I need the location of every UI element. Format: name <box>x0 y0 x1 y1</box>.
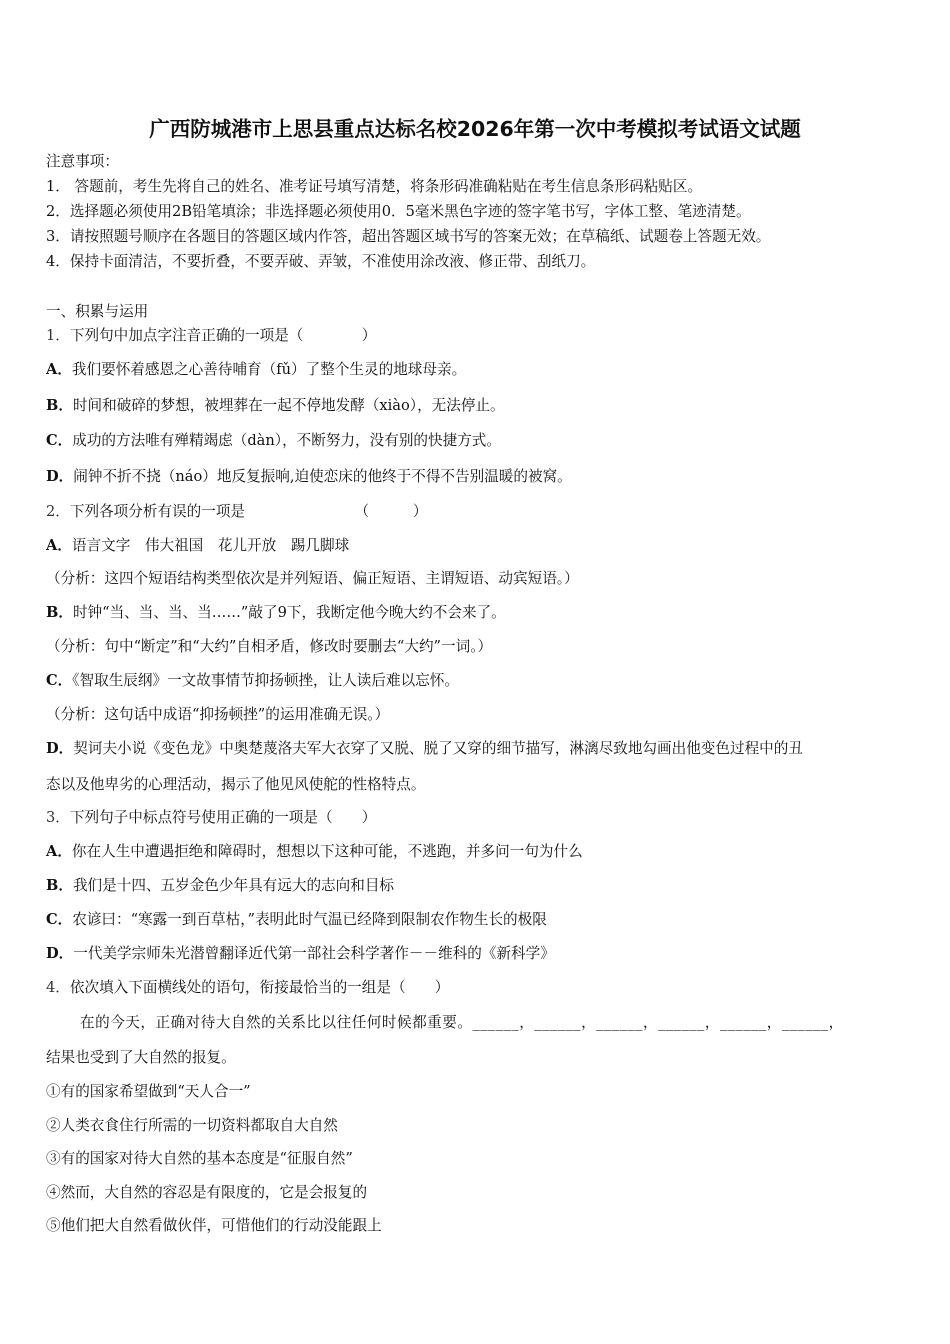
q4-sentence: ③有的国家对待大自然的基本态度是“征服自然” <box>46 1150 353 1167</box>
option-text: 成功的方法唯有殚精竭虑（dàn），不断努力，没有别的快捷方式。 <box>72 432 501 449</box>
option-label: C． <box>46 432 73 449</box>
option-label: B． <box>46 877 73 894</box>
q4-passage-continued: 结果也受到了大自然的报复。 <box>46 1049 236 1066</box>
question-number: 2． <box>46 503 70 520</box>
q3-option-b <box>46 876 394 896</box>
q2-option-a <box>46 536 349 556</box>
option-label: C． <box>46 672 73 689</box>
q2-option-b <box>46 603 506 623</box>
notice-item: 2．选择题必须使用2B铅笔填涂；非选择题必须使用0．5毫米黑色字迹的签字笔书写，字体工整、笔迹清楚。 <box>46 203 751 220</box>
question-number: 1． <box>46 327 70 344</box>
option-label: A． <box>46 843 72 860</box>
q1-option-d <box>46 467 572 487</box>
q2-option-c-note: （分析：这句话中成语“抑扬顿挫”的运用准确无误。） <box>46 706 390 723</box>
q2-option-d-continued: 态以及他卑劣的心理活动，揭示了他见风使舵的性格特点。 <box>46 776 426 793</box>
q3-option-a <box>46 842 583 862</box>
q4-sentence: ⑤他们把大自然看做伙伴，可惜他们的行动没能跟上 <box>46 1217 382 1234</box>
option-text: 《智取生辰纲》一文故事情节抑扬顿挫，让人读后难以忘怀。 <box>72 672 459 689</box>
q4-sentence: ④然而，大自然的容忍是有限度的，它是会报复的 <box>46 1184 368 1201</box>
question-number: 3． <box>46 809 70 826</box>
option-text: 时间和破碎的梦想，被埋葬在一起不停地发酵（xiào），无法停止。 <box>72 397 505 414</box>
q4-sentence: ①有的国家希望做到“天人合一” <box>46 1083 251 1100</box>
q1-option-c <box>46 431 501 451</box>
q2-option-d <box>46 739 803 759</box>
option-text: 我们要怀着感恩之心善待哺育（fǔ）了整个生灵的地球母亲。 <box>71 361 467 378</box>
option-text: 你在人生中遭遇拒绝和障碍时，想想以下这种可能，不逃跑，并多问一句为什么 <box>71 843 583 860</box>
question-4-stem <box>46 978 449 998</box>
option-label: C． <box>46 911 73 928</box>
q2-option-a-note: （分析：这四个短语结构类型依次是并列短语、偏正短语、主谓短语、动宾短语。） <box>46 570 579 587</box>
option-label: B． <box>46 604 73 621</box>
question-text: 下列各项分析有误的一项是 （ ） <box>69 503 428 520</box>
question-number: 4． <box>46 979 70 996</box>
q4-passage: 在的今天，正确对待大自然的关系比以往任何时候都重要。______，______，______，______，______，______， <box>80 1014 844 1031</box>
q3-option-c <box>46 910 547 930</box>
option-text: 一代美学宗师朱光潜曾翻译近代第一部社会科学著作－－维科的《新科学》 <box>73 945 555 962</box>
question-text: 下列句子中标点符号使用正确的一项是（ ） <box>69 809 377 826</box>
q2-option-c <box>46 671 459 691</box>
option-label: B． <box>46 397 73 414</box>
option-text: 我们是十四、五岁金色少年具有远大的志向和目标 <box>72 877 395 894</box>
question-3-stem <box>46 808 376 828</box>
option-text: 语言文字 伟大祖国 花儿开放 踢几脚球 <box>71 537 350 554</box>
notice-item: 1． 答题前，考生先将自己的姓名、准考证号填写清楚，将条形码准确粘贴在考生信息条形码粘贴区。 <box>46 178 703 195</box>
section-heading: 一、积累与运用 <box>46 303 149 320</box>
question-2-stem <box>46 502 427 522</box>
option-text: 契诃夫小说《变色龙》中奥楚蔑洛夫军大衣穿了又脱、脱了又穿的细节描写，淋漓尽致地勾画出他变色过程中的丑 <box>73 740 803 757</box>
option-text: 农谚曰：“寒露一到百草枯，”表明此时气温已经降到限制农作物生长的极限 <box>72 911 547 928</box>
option-label: D． <box>46 468 74 485</box>
q1-option-a <box>46 360 466 380</box>
notice-item: 3．请按照题号顺序在各题目的答题区域内作答，超出答题区域书写的答案无效；在草稿纸、试题卷上答题无效。 <box>46 228 771 245</box>
notice-heading: 注意事项： <box>46 153 119 170</box>
question-1-stem <box>46 326 376 346</box>
page-title: 广西防城港市上思县重点达标名校2026年第一次中考模拟考试语文试题 <box>149 117 801 141</box>
option-text: 闹钟不折不挠（náo）地反复振响,迫使恋床的他终于不得不告别温暖的被窝。 <box>73 468 572 485</box>
option-label: A． <box>46 361 72 378</box>
q2-option-b-note: （分析：句中“断定”和“大约”自相矛盾，修改时要删去“大约”一词。） <box>46 638 493 655</box>
option-text: 时钟“当、当、当、当……”敲了9下，我断定他今晚大约不会来了。 <box>72 604 506 621</box>
question-text: 下列句中加点字注音正确的一项是（ ） <box>69 327 377 344</box>
q1-option-b <box>46 396 505 416</box>
q3-option-d <box>46 944 555 964</box>
question-text: 依次填入下面横线处的语句，衔接最恰当的一组是（ ） <box>69 979 450 996</box>
notice-item: 4．保持卡面清洁，不要折叠，不要弄破、弄皱，不准使用涂改液、修正带、刮纸刀。 <box>46 253 596 270</box>
option-label: D． <box>46 740 74 757</box>
option-label: D． <box>46 945 74 962</box>
option-label: A． <box>46 537 72 554</box>
q4-sentence: ②人类衣食住行所需的一切资料都取自大自然 <box>46 1117 338 1134</box>
